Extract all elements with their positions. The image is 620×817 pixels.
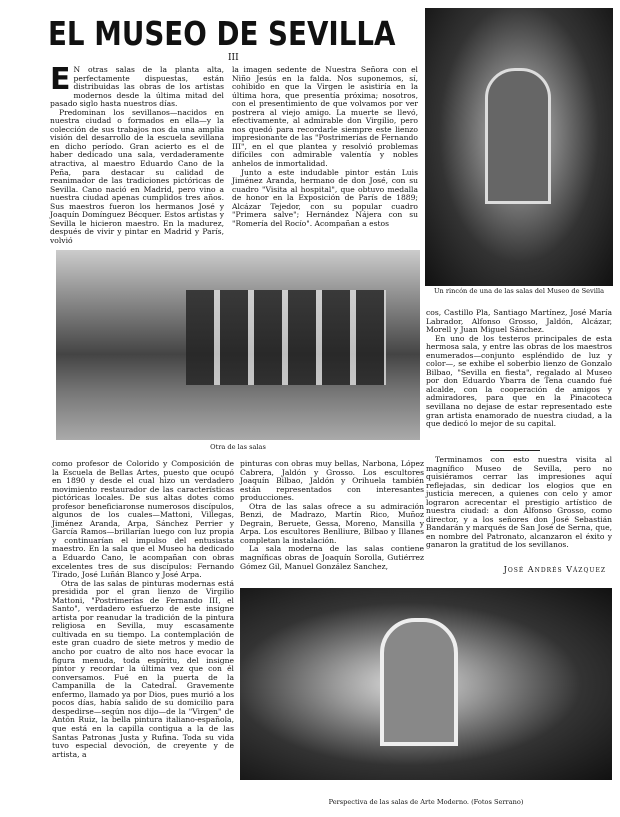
divider	[490, 450, 540, 451]
text-column-5	[426, 309, 612, 429]
text-column-2	[232, 66, 418, 228]
photo-caption: Perspectiva de las salas de Arte Moderno. (Fotos Serrano)	[328, 798, 524, 806]
paragraph: como profesor de Colorido y Composición de la Escuela de Bellas Artes, puesto que ocupó en 1890 y desde el cual hizo un verdadero movimiento restaurador de las características pictóricas locales. De sus altas dotes como profesor beneficiaronse numerosos discípulos, algunos de los cuales—Mattoni, Villegas, Jiménez Aranda, Arpa, Sánchez Perrier y García Ramos—brillarían luego con luz propia y continuarían el impulso del entusiasta maestro. En la sala que el Museo ha dedicado a Eduardo Cano, le acompañan con obras excelentes tres de sus discípulos: Fernando Tirado, José Luñán Blanco y José Arpa.	[52, 459, 234, 580]
part-number: III	[228, 53, 239, 63]
author-signature: José Andrés Vázquez	[503, 565, 606, 574]
photo-modern-art-rooms	[240, 588, 612, 780]
paragraph: N otras salas de la planta alta, perfectamente dispuestas, están distribuidas las obras de los artistas modernos desde la última mitad del pasado siglo hasta nuestros días.	[50, 65, 224, 109]
text-column-4	[240, 460, 424, 571]
drop-cap: E	[50, 62, 71, 97]
article-title: EL MUSEO DE SEVILLA	[48, 14, 396, 53]
paragraph: la imagen sedente de Nuestra Señora con el Niño Jesús en la falda. Nos suponemos, sí, cohibido en que la Virgen le asistiría en la última hora, que presentía próxima; nosotros, con el presentimiento de que volvamos por ver postrera al viejo amigo. La muerte se llevó, efectivamente, al admirable don Virgilio, pero nos quedó para recordarle siempre este lienzo impresionante de las "Postrimerías de Fernando III", en el que plantea y resolvió problemas difíciles con admirable valentía y nobles anhelos de inmortalidad.	[232, 65, 418, 169]
text-column-3	[52, 460, 234, 759]
paragraph: Junto a este indudable pintor están Luis Jiménez Aranda, hermano de don José, con su cuadro "Visita al hospital", que obtuvo medalla de honor en la Exposición de París de 1889; Alcázar Tejedor, con su popular cuadro "Primera salve"; Hernández Nájera con su "Romería del Rocío". Acompañan a estos	[232, 167, 418, 228]
text-column-6	[426, 456, 612, 550]
paragraph: pinturas con obras muy bellas, Narbona, López Cabrera, Jaldón y Grosso. Los escultores Joaquín Bilbao, Jaldón y Orihuela también están representados con interesantes producciones.	[240, 459, 424, 503]
photo-paintings-detail	[186, 290, 386, 385]
paragraph: Otra de las salas ofrece a su admiración Benzi, de Madrazo, Martín Rico, Muñoz Degrain, Beruete, Gessa, Moreno, Mansilla y Arpa. Los escultores Benlliure, Bilbao y Illanes completan la instalación.	[240, 501, 424, 545]
photo-caption: Otra de las salas	[210, 443, 266, 451]
photo-doorway-detail	[380, 618, 458, 746]
photo-caption: Un rincón de una de las salas del Museo de Sevilla	[433, 287, 605, 295]
paragraph: La sala moderna de las salas contiene magníficas obras de Joaquín Sorolla, Gutiérrez Gómez Gil, Manuel González Sanchez,	[240, 544, 424, 571]
photo-arch-detail	[485, 68, 551, 204]
paragraph: Otra de las salas de pinturas modernas está presidida por el gran lienzo de Virgilio Mattoni, "Postrimerías de Fernando III, el Santo", verdadero esfuerzo de este insigne artista por reanudar la tradición de la pintura religiosa en Sevilla, muy escasamente cultivada en su tiempo. La contemplación de este gran cuadro de siete metros y medio de ancho por cuatro de alto nos hace evocar la figura menuda, toda espíritu, del insigne pintor y recordar la última vez que con él conversamos. Fué en la puerta de la Campanilla de la Catedral. Gravemente enfermo, llamado ya por Dios, pues murió a los pocos días, había salido de su domicilio para despedirse—según nos dijo—de la "Virgen" de Antón Ruiz, la bella pintura italiano-española, que está en la capilla contigua a la de las Santas Patronas Justa y Rufina. Toda su vida tuvo especial devoción, de creyente y de artista, a	[52, 578, 234, 759]
photo-gallery-room	[56, 250, 420, 440]
paragraph: Terminamos con esto nuestra visita al magnífico Museo de Sevilla, pero no quisiéramos cerrar las impresiones aquí reflejadas, sin dedicar los elogios que en justicia merecen, a quienes con celo y amor lograron acrecentar el prestigio artístico de nuestra ciudad: a don Alfonso Grosso, como director, y a los señores don José Sebastián Bandarán y marqués de San José de Serna, que, en nombre del Patronato, alcanzaron el éxito y ganaron la gratitud de los sevillanos.	[426, 455, 612, 550]
text-column-1	[50, 62, 224, 245]
photo-museum-corner	[425, 8, 613, 286]
paragraph: cos, Castillo Pla, Santiago Martínez, José María Labrador, Alfonso Grosso, Jaldón, Alcázar, Morell y Juan Miguel Sánchez.	[426, 308, 612, 335]
paragraph: Predominan los sevillanos—nacidos en nuestra ciudad o formados en ella—y la colección de sus trabajos nos da una amplia visión del desarrollo de la escuela sevillana en dicho período. Gran acierto es el de haber dedicado una sala, verdaderamente atractiva, al maestro Eduardo Cano de la Peña, para destacar su calidad de reanimador de las tradiciones pictóricas de Sevilla. Cano nació en Madrid, pero vino a nuestra ciudad apenas cumplidos tres años. Sus maestros fueron los hermanos José y Joaquín Domínguez Bécquer. Estos artistas y Sevilla le hicieron maestro. En la madurez, después de vivir y pintar en Madrid y París, volvió	[50, 107, 224, 245]
paragraph: En uno de los testeros principales de esta hermosa sala, y entre las obras de los maestros enumerados—conjunto espléndido de luz y color—, se exhibe el soberbio lienzo de Gonzalo Bilbao, "Sevilla en fiesta", regalado al Museo por don Eduardo Ybarra de Tena cuando fué alcalde, con la cooperación de amigos y admiradores, para que en la Pinacoteca sevillana no dejase de estar representado este gran artista enamorado de nuestra ciudad, a la que dedicó lo mejor de su capital.	[426, 333, 612, 429]
